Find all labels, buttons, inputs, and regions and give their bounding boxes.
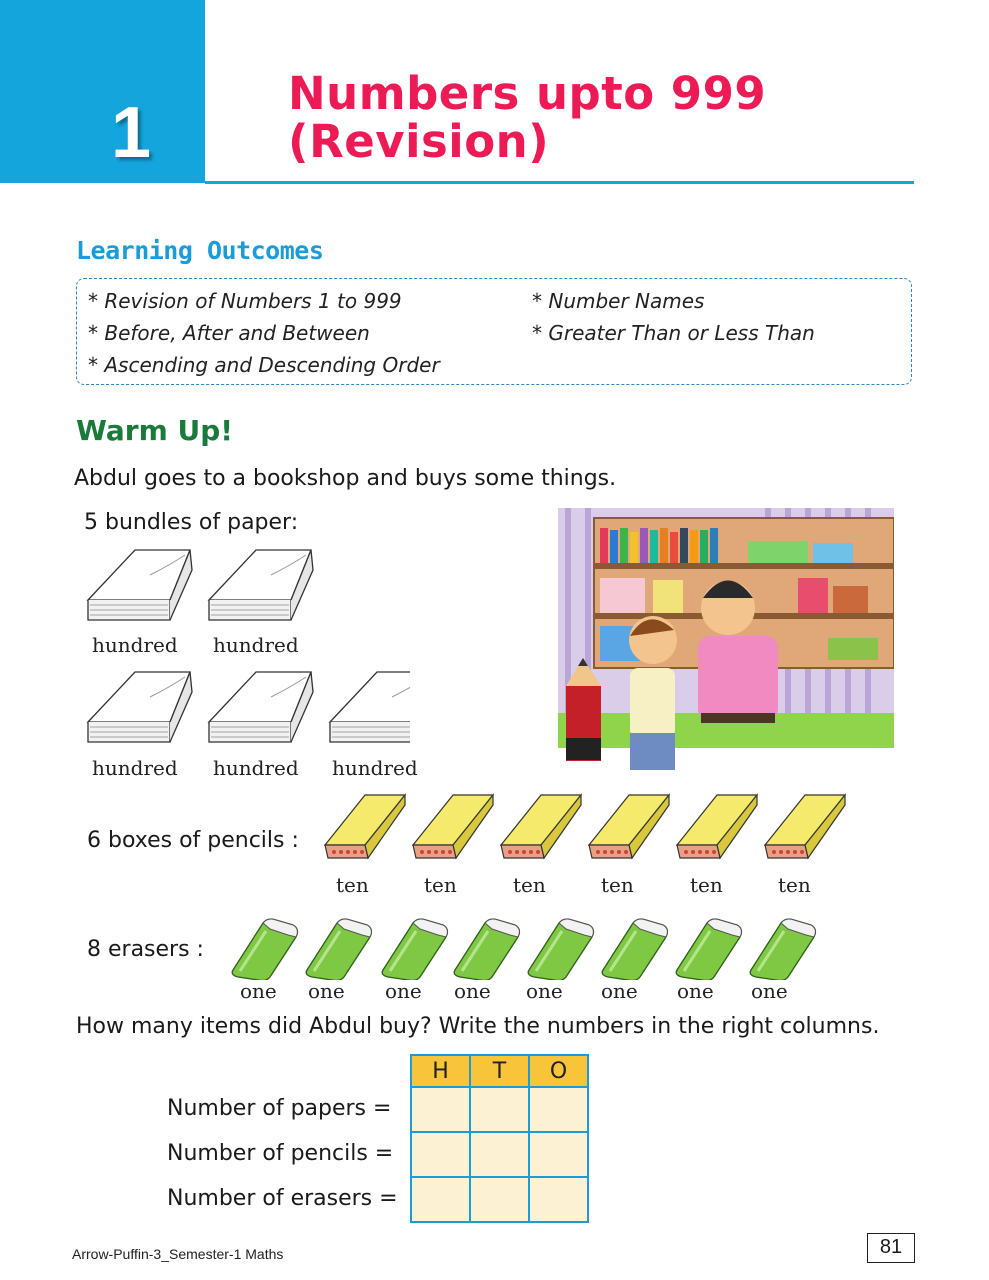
pencil-tag: ten (336, 873, 369, 897)
chapter-title-line-2: (Revision) (288, 115, 550, 168)
row-label-pencils: Number of pencils = (167, 1141, 394, 1166)
pencil-tag: ten (778, 873, 811, 897)
erasers-ones-cell[interactable] (529, 1177, 588, 1222)
chapter-title-line-1: Numbers upto 999 (288, 67, 767, 120)
paper-tag: hundred (92, 633, 178, 657)
paper-tag: hundred (332, 756, 418, 780)
outcome-item: * Revision of Numbers 1 to 999 (88, 289, 402, 313)
eraser-tag: one (751, 979, 788, 1003)
row-label-erasers: Number of erasers = (167, 1186, 398, 1211)
erasers-hundreds-cell[interactable] (411, 1177, 470, 1222)
eraser-label: 8 erasers : (87, 937, 204, 962)
papers-hundreds-cell[interactable] (411, 1087, 470, 1132)
header-ones: O (529, 1055, 588, 1087)
warm-up-heading: Warm Up! (76, 414, 234, 447)
bookshop-illustration (558, 508, 894, 770)
page-number: 81 (867, 1233, 915, 1263)
pencils-hundreds-cell[interactable] (411, 1132, 470, 1177)
outcome-item: * Before, After and Between (88, 321, 370, 345)
outcome-item: * Number Names (532, 289, 705, 313)
warm-up-intro: Abdul goes to a bookshop and buys some things. (74, 466, 617, 491)
outcome-item: * Ascending and Descending Order (88, 353, 440, 377)
eraser-tag: one (526, 979, 563, 1003)
eraser-tag: one (308, 979, 345, 1003)
pencil-boxes-illustration (320, 790, 860, 870)
footer-book-title: Arrow-Puffin-3_Semester-1 Maths (72, 1246, 284, 1262)
hto-table (410, 1054, 589, 1223)
pencil-tag: ten (424, 873, 457, 897)
pencils-tens-cell[interactable] (470, 1132, 529, 1177)
paper-tag: hundred (92, 756, 178, 780)
chapter-number: 1 (110, 93, 152, 173)
papers-tens-cell[interactable] (470, 1087, 529, 1132)
pencils-ones-cell[interactable] (529, 1132, 588, 1177)
eraser-tag: one (601, 979, 638, 1003)
question-text: How many items did Abdul buy? Write the numbers in the right columns. (76, 1014, 880, 1039)
pencil-label: 6 boxes of pencils : (87, 828, 299, 853)
paper-label: 5 bundles of paper: (84, 510, 299, 535)
eraser-tag: one (385, 979, 422, 1003)
chapter-title (288, 67, 767, 168)
row-label-papers: Number of papers = (167, 1096, 392, 1121)
pencil-tag: ten (601, 873, 634, 897)
eraser-tag: one (454, 979, 491, 1003)
learning-outcomes-heading: Learning Outcomes (76, 236, 324, 265)
erasers-tens-cell[interactable] (470, 1177, 529, 1222)
pencil-tag: ten (690, 873, 723, 897)
eraser-tag: one (677, 979, 714, 1003)
paper-tag: hundred (213, 756, 299, 780)
outcome-item: * Greater Than or Less Than (532, 321, 815, 345)
papers-ones-cell[interactable] (529, 1087, 588, 1132)
header-hundreds: H (411, 1055, 470, 1087)
pencil-tag: ten (513, 873, 546, 897)
header-tens: T (470, 1055, 529, 1087)
title-underline (205, 181, 914, 184)
erasers-illustration (228, 915, 818, 980)
eraser-tag: one (240, 979, 277, 1003)
paper-tag: hundred (213, 633, 299, 657)
